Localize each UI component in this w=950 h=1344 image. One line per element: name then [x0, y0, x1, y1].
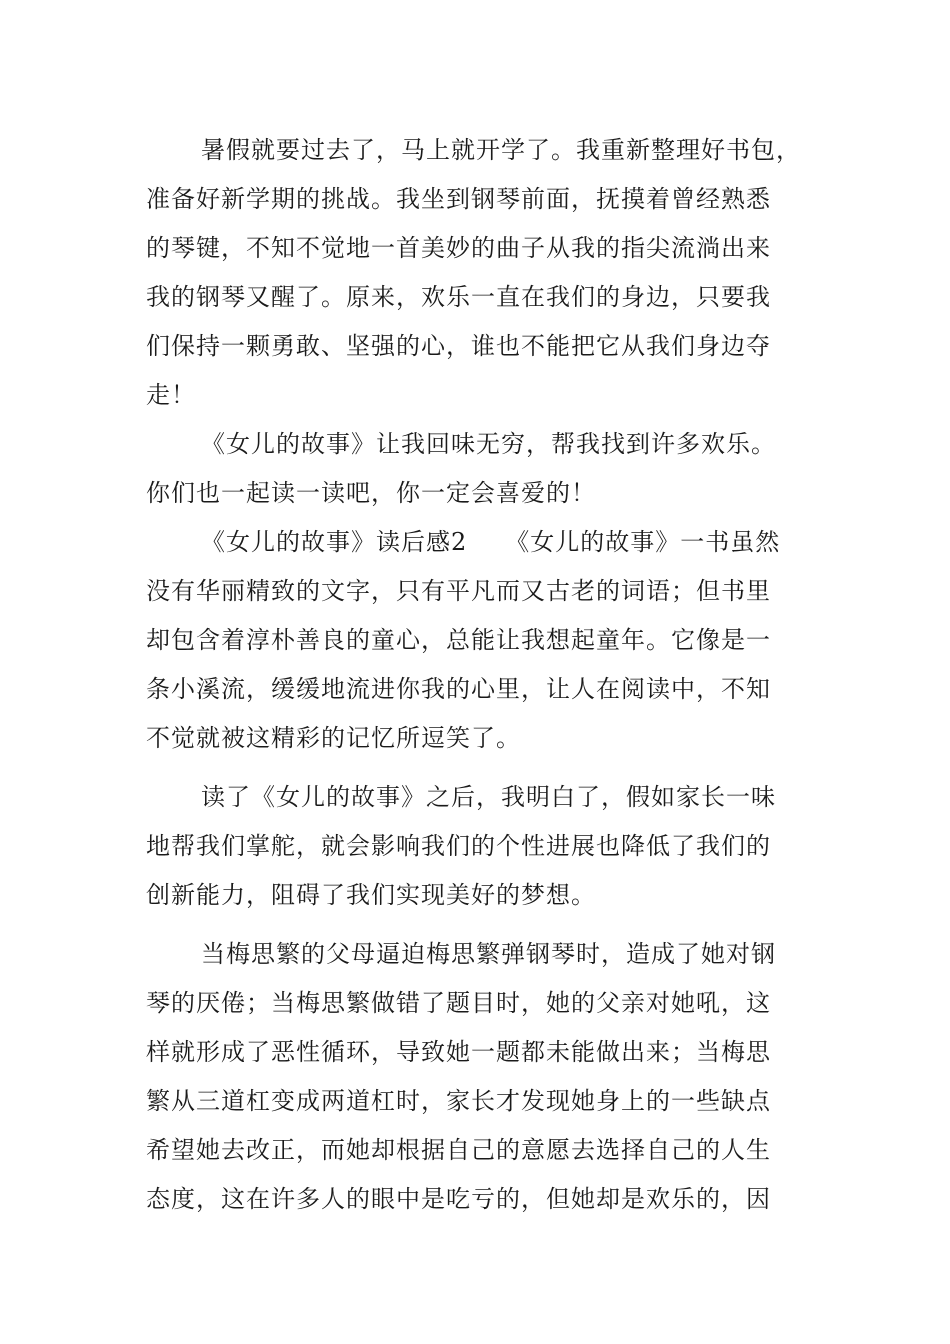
- text-line: 的琴键，不知不觉地一首美妙的曲子从我的指尖流淌出来: [146, 234, 771, 262]
- text-line: 准备好新学期的挑战。我坐到钢琴前面，抚摸着曾经熟悉: [146, 185, 771, 213]
- text-line: 繁从三道杠变成两道杠时，家长才发现她身上的一些缺点: [146, 1087, 771, 1115]
- text-line: 走！: [146, 381, 196, 409]
- text-line: 不觉就被这精彩的记忆所逗笑了。: [146, 724, 521, 752]
- text-line: 暑假就要过去了，马上就开学了。我重新整理好书包，: [201, 136, 801, 164]
- text-line: 你们也一起读一读吧，你一定会喜爱的！: [146, 479, 596, 507]
- text-line: 没有华丽精致的文字，只有平凡而又古老的词语；但书里: [146, 577, 771, 605]
- text-line: 读了《女儿的故事》之后，我明白了，假如家长一味: [201, 783, 776, 811]
- text-line: 创新能力，阻碍了我们实现美好的梦想。: [146, 881, 596, 909]
- text-line: 地帮我们掌舵，就会影响我们的个性进展也降低了我们的: [146, 832, 771, 860]
- text-line: 样就形成了恶性循环，导致她一题都未能做出来；当梅思: [146, 1038, 771, 1066]
- text-line: 琴的厌倦；当梅思繁做错了题目时，她的父亲对她吼，这: [146, 989, 771, 1017]
- text-line: 希望她去改正，而她却根据自己的意愿去选择自己的人生: [146, 1136, 771, 1164]
- text-line: 们保持一颗勇敢、坚强的心，谁也不能把它从我们身边夺: [146, 332, 771, 360]
- text-line: 却包含着淳朴善良的童心，总能让我想起童年。它像是一: [146, 626, 771, 654]
- text-line: 《女儿的故事》读后感2 《女儿的故事》一书虽然: [201, 528, 781, 556]
- text-line: 态度，这在许多人的眼中是吃亏的，但她却是欢乐的，因: [146, 1185, 771, 1213]
- text-line: 我的钢琴又醒了。原来，欢乐一直在我们的身边，只要我: [146, 283, 771, 311]
- text-line: 条小溪流，缓缓地流进你我的心里，让人在阅读中，不知: [146, 675, 771, 703]
- text-line: 《女儿的故事》让我回味无穷，帮我找到许多欢乐。: [201, 430, 776, 458]
- text-line: 当梅思繁的父母逼迫梅思繁弹钢琴时，造成了她对钢: [201, 940, 776, 968]
